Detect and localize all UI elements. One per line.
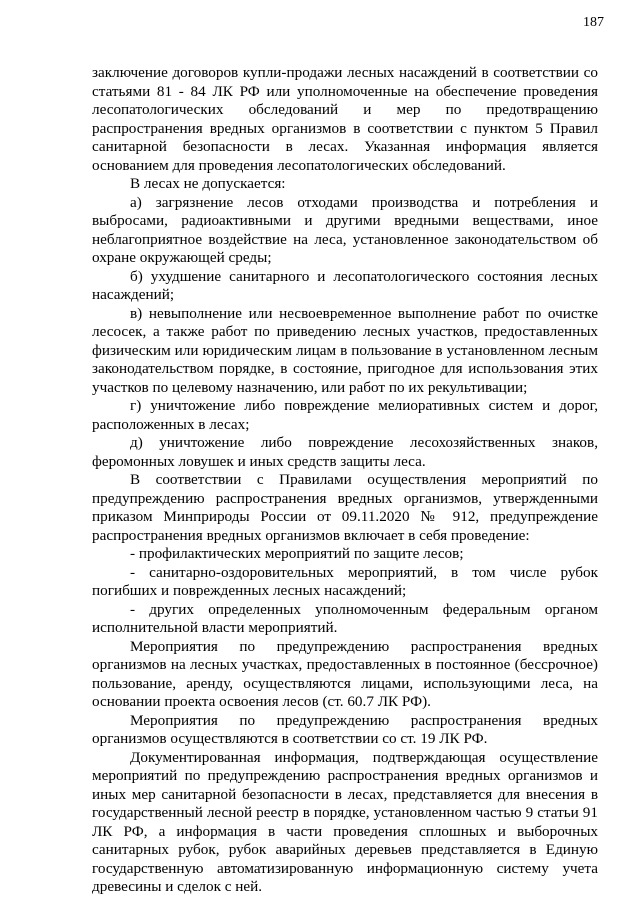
paragraph: Документированная информация, подтверждающая осуществление мероприятий по предупреждению распространения вредных организмов и иных мер санитарной безопасности в лесах, представляется для внесения в государственный лесной реестр в порядке, установленном частью 9 статьи 91 ЛК РФ, а информация в части проведения сплошных и выборочных санитарных рубок, рубок аварийных деревьев представляется в Единую государственную автоматизированную информационную систему учета древесины и сделок с ней. bbox=[92, 748, 598, 895]
list-item: - других определенных уполномоченным федеральным органом исполнительной власти мероприятий. bbox=[92, 600, 598, 636]
list-item: б) ухудшение санитарного и лесопатологического состояния лесных насаждений; bbox=[92, 267, 598, 303]
list-item: - санитарно-оздоровительных мероприятий, в том числе рубок погибших и поврежденных лесных насаждений; bbox=[92, 563, 598, 599]
paragraph: В соответствии с Правилами осуществления мероприятий по предупреждению распространения вредных организмов, утвержденными приказом Минприроды России от 09.11.2020 № 912, предупреждение распространения вредных организмов включает в себя проведение: bbox=[92, 471, 598, 544]
paragraph: Мероприятия по предупреждению распространения вредных организмов на лесных участках, предоставленных в постоянное (бессрочное) пользование, аренду, осуществляются лицами, использующими леса, на основании проекта освоения лесов (ст. 60.7 ЛК РФ). bbox=[92, 637, 598, 710]
paragraph: Мероприятия по предупреждению распространения вредных организмов осуществляются в соответствии со ст. 19 ЛК РФ. bbox=[92, 711, 598, 747]
document-body bbox=[92, 64, 598, 897]
list-item: г) уничтожение либо повреждение мелиоративных систем и дорог, расположенных в лесах; bbox=[92, 397, 598, 433]
list-item: в) невыполнение или несвоевременное выполнение работ по очистке лесосек, а также работ по приведению лесных участков, предоставленных физическим или юридическим лицам в пользование в установленном лесным законодательством порядке, в состояние, пригодное для использования этих участков по целевому назначению, или работ по их рекультивации; bbox=[92, 304, 598, 396]
list-item: а) загрязнение лесов отходами производства и потребления и выбросами, радиоактивными и другими вредными веществами, иное неблагоприятное воздействие на леса, установленное законодательством об охране окружающей среды; bbox=[92, 193, 598, 266]
list-item: - профилактических мероприятий по защите лесов; bbox=[130, 545, 464, 562]
paragraph: В лесах не допускается: bbox=[130, 175, 286, 192]
paragraph: заключение договоров купли-продажи лесных насаждений в соответствии со статьями 81 - 84 ЛК РФ или уполномоченные на обеспечение проведения лесопатологических обследований и мер по предотвращению распространения вредных организмов в соответствии с пунктом 5 Правил санитарной безопасности в лесах. Указанная информация является основанием для проведения лесопатологических обследований. bbox=[92, 64, 598, 174]
page-number: 187 bbox=[583, 15, 604, 30]
list-item: д) уничтожение либо повреждение лесохозяйственных знаков, феромонных ловушек и иных средств защиты леса. bbox=[92, 434, 598, 470]
